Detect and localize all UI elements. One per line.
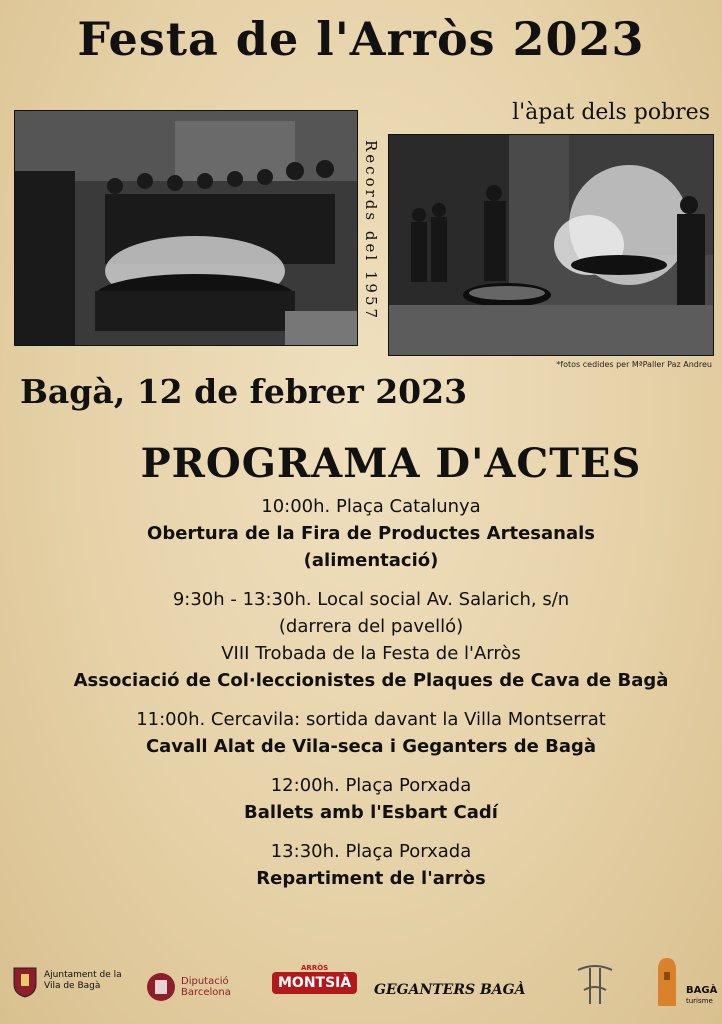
photo-credit: *fotos cedides per MªPaller Paz Andreu [556,360,712,369]
diputacio-label-2: Barcelona [181,987,231,998]
montsia-top-label: ARRÒS [301,964,329,972]
program-event [20,493,722,574]
esbart-logo-icon [570,960,620,1010]
logo-ajuntament [12,964,124,998]
diputacio-seal-icon [146,972,176,1002]
poster-subtitle: l'àpat dels pobres [512,100,710,125]
logo-geganters [374,982,525,998]
poster-title: Festa de l'Arròs 2023 [77,12,645,66]
program-event [20,838,722,892]
event-line-bold: Obertura de la Fira de Productes Artesanals [147,523,595,544]
event-date: Bagà, 12 de febrer 2023 [20,372,468,411]
event-line-bold: Cavall Alat de Vila-seca i Geganters de Bagà [145,736,597,757]
logo-montsia [272,964,357,994]
historic-photo-left [14,110,358,346]
historic-photo-right [388,134,714,356]
baga-label: BAGÀ [686,985,718,996]
event-line-bold: Repartiment de l'arròs [256,868,486,889]
tower-icon [650,956,684,1008]
event-line-bold: Ballets amb l'Esbart Cadí [244,802,498,823]
event-line: 10:00h. Plaça Catalunya [261,496,481,517]
event-line: (darrera del pavelló) [278,616,464,637]
vertical-caption: Records del 1957 [362,140,380,322]
event-line: VIII Trobada de la Festa de l'Arròs [221,643,521,664]
event-line-bold: (alimentació) [303,550,439,571]
coat-of-arms-icon [12,964,38,998]
logo-esbart [570,960,620,1010]
logo-diputacio [146,972,231,1002]
diputacio-label-1: Diputació [181,976,229,987]
turisme-label: turisme [686,997,713,1005]
program-event [20,772,722,826]
program-event [20,586,722,694]
logo-baga-turisme [650,956,717,1008]
event-line: 12:00h. Plaça Porxada [270,775,472,796]
event-line: 11:00h. Cercavila: sortida davant la Villa Montserrat [136,709,606,730]
event-line-bold: Associació de Col·leccionistes de Plaques de Cava de Bagà [73,670,669,691]
sponsor-logos [0,960,722,1016]
program-event [20,706,722,760]
ajuntament-label: Ajuntament de la Vila de Bagà [44,970,122,991]
event-line: 9:30h - 13:30h. Local social Av. Salarich, s/n [172,589,570,610]
montsia-label: MONTSIÀ [272,972,357,994]
program-list [0,493,722,904]
event-line: 13:30h. Plaça Porxada [270,841,472,862]
program-title: PROGRAMA D'ACTES [140,440,642,487]
geganters-label: GEGANTERS BAGÀ [374,982,526,998]
